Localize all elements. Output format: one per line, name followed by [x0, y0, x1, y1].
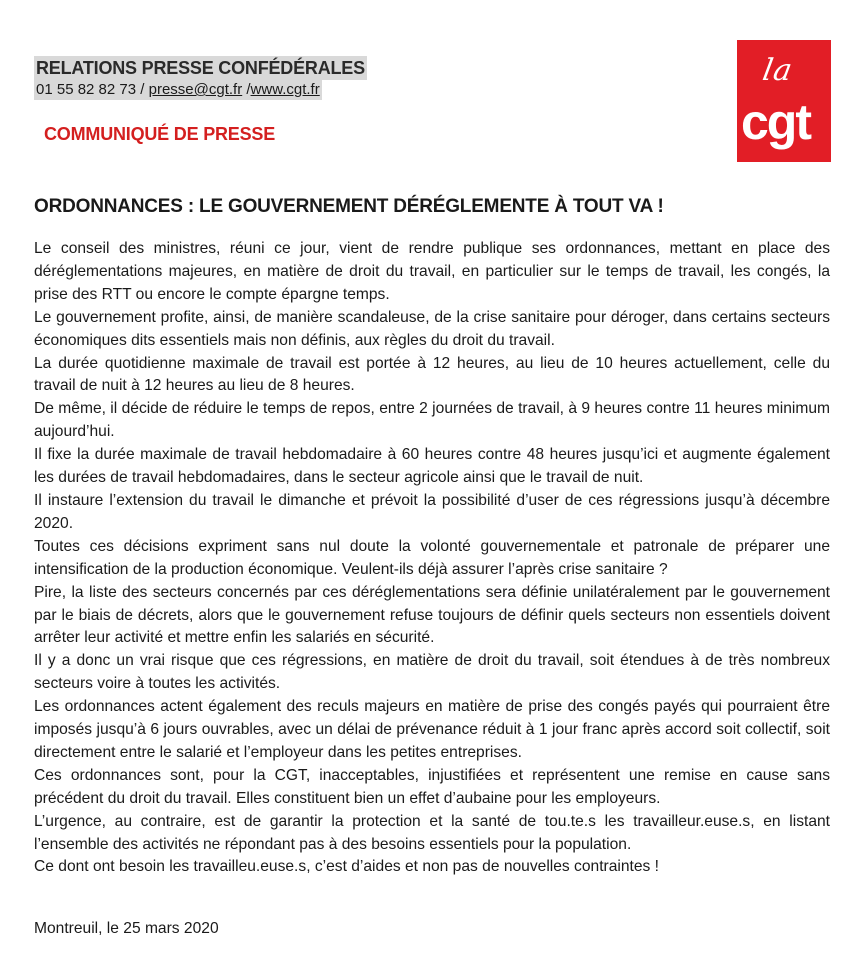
paragraph: Le conseil des ministres, réuni ce jour, vient de rendre publique ses ordonnances, mettant en place des déréglementations majeures, en matière de droit du travail, en particulier sur le temps de travail, les congés, la prise des RTT ou encore le compte épargne temps. [34, 240, 830, 303]
paragraph: Il fixe la durée maximale de travail hebdomadaire à 60 heures contre 48 heures jusqu’ici et augmente également les durées de travail hebdomadaires, dans le secteur agricole ainsi que le travail de nuit. [34, 446, 830, 487]
paragraph: Ce dont ont besoin les travailleu.euse.s, c’est d’aides et non pas de nouvelles contraintes ! [34, 858, 659, 876]
paragraph: Le gouvernement profite, ainsi, de manière scandaleuse, de la crise sanitaire pour déroger, dans certains secteurs économiques dits essentiels mais non définis, aux règles du droit du travail. [34, 308, 830, 349]
paragraph: Il y a donc un vrai risque que ces régressions, en matière de droit du travail, soit étendues à de très nombreux secteurs voire à toutes les activités. [34, 652, 830, 693]
contact-line [34, 80, 322, 100]
press-relations-header [34, 56, 367, 100]
contact-separator: / [242, 81, 251, 98]
phone-number: 01 55 82 82 73 / [36, 81, 149, 98]
document-body [34, 238, 830, 879]
paragraph: Pire, la liste des secteurs concernés par ces déréglementations sera définie unilatéralement par le gouvernement par le biais de décrets, alors que le gouvernement refuse toujours de définir quels secteurs non essentiels doivent arrêter leur activité et mettre enfin les salariés en sécurité. [34, 583, 830, 647]
paragraph: L’urgence, au contraire, est de garantir la protection et la santé de tou.te.s les travailleur.euse.s, en listant l’ensemble des activités ne répondant pas à des besoins essentiels pour la population. [34, 812, 830, 853]
press-release-label: COMMUNIQUÉ DE PRESSE [44, 124, 276, 144]
paragraph: De même, il décide de réduire le temps de repos, entre 2 journées de travail, à 9 heures contre 11 heures minimum aujourd’hui. [34, 400, 830, 441]
signoff-date: Montreuil, le 25 mars 2020 [34, 920, 219, 937]
cgt-logo [737, 40, 831, 162]
document-title: ORDONNANCES : LE GOUVERNEMENT DÉRÉGLEMENTE À TOUT VA ! [34, 196, 664, 217]
paragraph: Toutes ces décisions expriment sans nul doute la volonté gouvernementale et patronale de préparer une intensification de la production économique. Veulent-ils déjà assurer l’après crise sanitaire ? [34, 537, 830, 578]
logo-cgt-text: cgt [741, 94, 810, 150]
paragraph: Les ordonnances actent également des reculs majeurs en matière de prise des congés payés qui pourraient être imposés jusqu’à 6 jours ouvrables, avec un délai de prévenance réduit à 1 jour franc après accord soit collectif, soit directement entre le salarié et l’employeur dans les petites entreprises. [34, 698, 830, 761]
email-link[interactable]: presse@cgt.fr [148, 81, 243, 98]
website-link[interactable]: www.cgt.fr [250, 81, 320, 98]
logo-la-text: la [760, 53, 796, 88]
paragraph: La durée quotidienne maximale de travail est portée à 12 heures, au lieu de 10 heures actuellement, celle du travail de nuit à 12 heures au lieu de 8 heures. [34, 354, 830, 395]
paragraph: Il instaure l’extension du travail le dimanche et prévoit la possibilité d’user de ces régressions jusqu’à décembre 2020. [34, 491, 830, 532]
org-title: RELATIONS PRESSE CONFÉDÉRALES [36, 58, 365, 78]
paragraph: Ces ordonnances sont, pour la CGT, inacceptables, injustifiées et représentent une remise en cause sans précédent du droit du travail. Elles constituent bien un effet d’aubaine pour les employeurs. [34, 766, 830, 807]
